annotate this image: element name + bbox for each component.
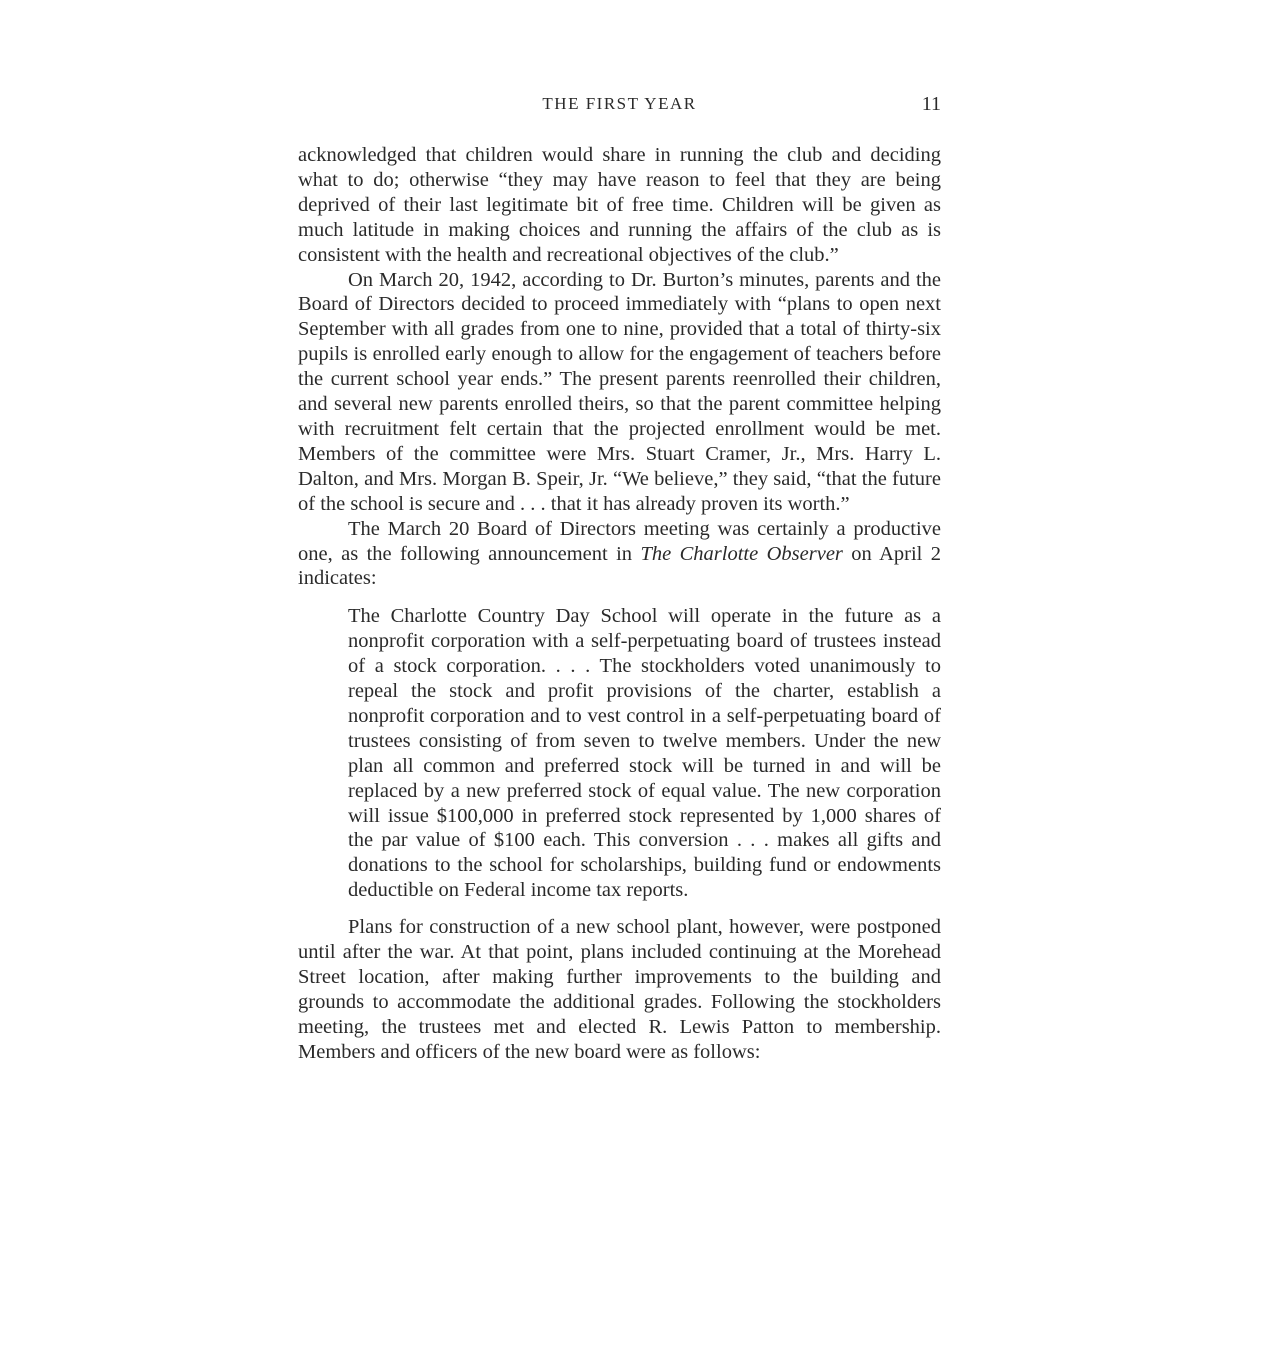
text-body bbox=[298, 143, 941, 1065]
page-number: 11 bbox=[921, 93, 941, 115]
announcement-intro-text: The March 20 Board of Directors meeting was certainly a productive one, as the following announcement in bbox=[298, 517, 941, 565]
paragraph-announcement-intro bbox=[298, 517, 941, 592]
newspaper-title: The Charlotte Observer bbox=[640, 542, 843, 565]
block-quotation: The Charlotte Country Day School will operate in the future as a nonprofit corporation with a self-perpetuating board of trustees instead of a stock corporation. . . . The stockholders voted unanimously to repeal the stock and profit provisions of the charter, establish a nonprofit corporation and to vest control in a self-perpetuating board of trustees consisting of from seven to twelve members. Under the new plan all common and preferred stock will be turned in and will be replaced by a new preferred stock of equal value. The new corporation will issue $100,000 in preferred stock represented by 1,000 shares of the par value of $100 each. This conversion . . . makes all gifts and donations to the school for scholarships, building fund or endowments deductible on Federal income tax reports. bbox=[348, 605, 941, 902]
running-head bbox=[298, 90, 941, 118]
paragraph-continued: acknowledged that children would share in running the club and deciding what to do; otherwise “they may have reason to feel that they are being deprived of their last legitimate bit of free time. Children will be given as much latitude in making choices and running the affairs of the club as is consistent with the health and recreational objectives of the club.” bbox=[298, 144, 941, 266]
paragraph-march-20: On March 20, 1942, according to Dr. Burton’s minutes, parents and the Board of Directors decided to proceed immediately with “plans to open next September with all grades from one to nine, provided that a total of thirty-six pupils is enrolled early enough to allow for the engagement of teachers before the current school year ends.” The present parents reenrolled their children, and several new parents enrolled theirs, so that the parent committee helping with recruitment felt certain that the projected enrollment would be met. Members of the committee were Mrs. Stuart Cramer, Jr., Mrs. Harry L. Dalton, and Mrs. Morgan B. Speir, Jr. “We believe,” they said, “that the future of the school is secure and . . . that it has already proven its worth.” bbox=[298, 268, 941, 515]
paragraph-construction-plans: Plans for construction of a new school plant, however, were postponed until after the war. At that point, plans included continuing at the Morehead Street location, after making further improvements to the building and grounds to accommodate the additional grades. Following the stockholders meeting, the trustees met and elected R. Lewis Patton to membership. Members and officers of the new board were as follows: bbox=[298, 916, 941, 1063]
running-title: THE FIRST YEAR bbox=[542, 94, 697, 113]
announcement-intro-tail: on April 2 indicates: bbox=[298, 542, 942, 590]
